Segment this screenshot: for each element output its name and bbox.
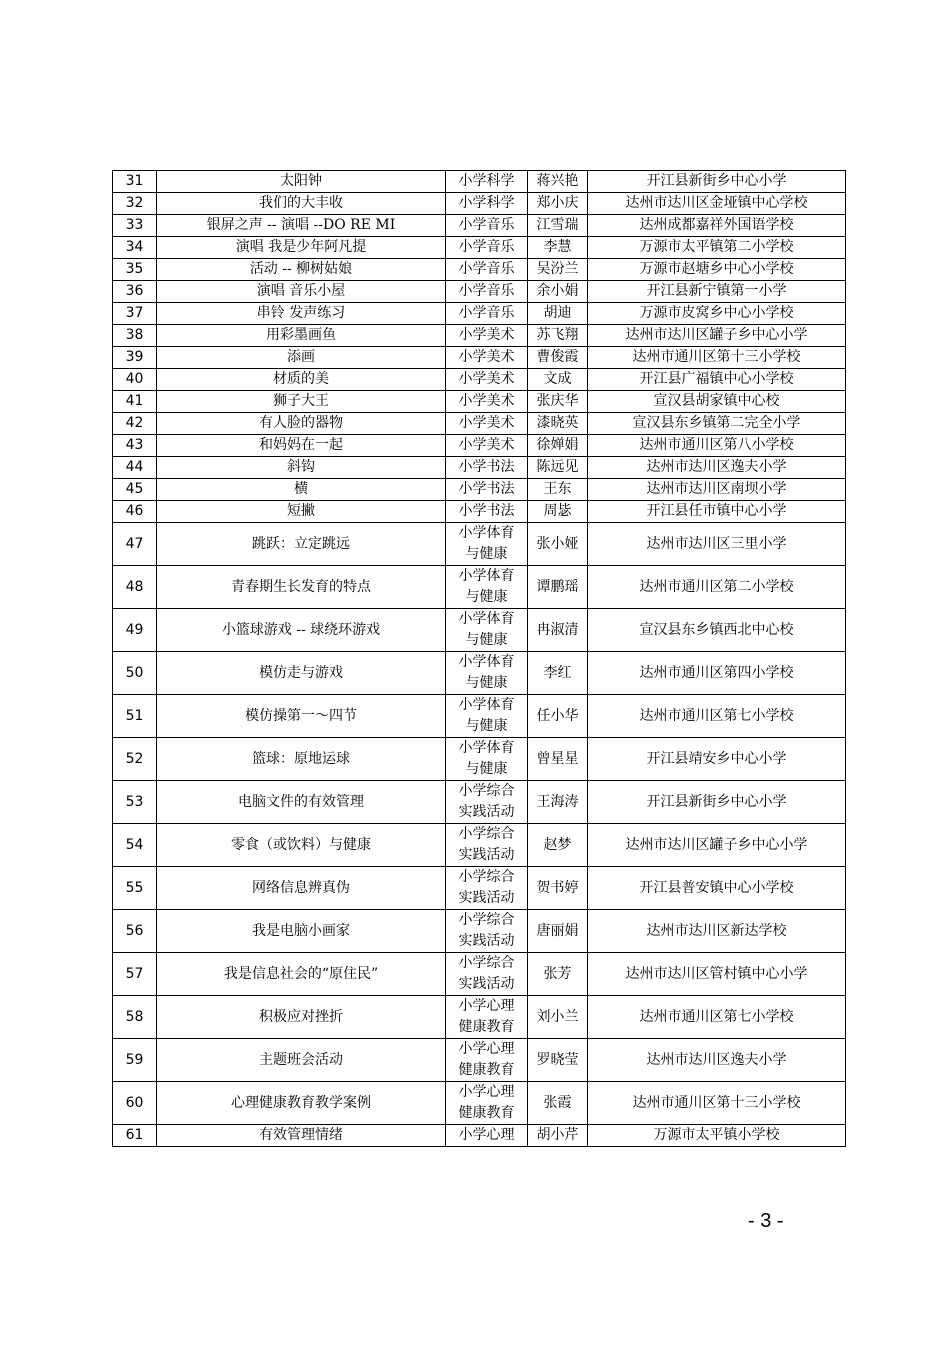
teacher-cell: 贺书婷 [528, 867, 588, 910]
subject-cell: 小学综合 实践活动 [446, 867, 528, 910]
row-number-cell: 61 [113, 1125, 157, 1147]
row-number-cell: 32 [113, 193, 157, 215]
subject-cell: 小学书法 [446, 479, 528, 501]
row-number-cell: 59 [113, 1039, 157, 1082]
lesson-title-cell: 小篮球游戏 -- 球绕环游戏 [157, 609, 446, 652]
teacher-cell: 余小娟 [528, 281, 588, 303]
lesson-title-cell: 横 [157, 479, 446, 501]
teacher-cell: 胡小芹 [528, 1125, 588, 1147]
school-cell: 万源市太平镇小学校 [588, 1125, 846, 1147]
subject-cell: 小学美术 [446, 391, 528, 413]
lesson-title-cell: 模仿走与游戏 [157, 652, 446, 695]
lesson-title-cell: 斜钩 [157, 457, 446, 479]
teacher-cell: 赵梦 [528, 824, 588, 867]
teacher-cell: 王海涛 [528, 781, 588, 824]
page-number: - 3 - [748, 1210, 784, 1232]
row-number-cell: 51 [113, 695, 157, 738]
school-cell: 达州市达川区南坝小学 [588, 479, 846, 501]
row-number-cell: 50 [113, 652, 157, 695]
table-row [113, 457, 846, 479]
school-cell: 达州市通川区第二小学校 [588, 566, 846, 609]
teacher-cell: 曾星星 [528, 738, 588, 781]
table-row [113, 867, 846, 910]
teacher-cell: 张庆华 [528, 391, 588, 413]
table-row [113, 325, 846, 347]
lesson-title-cell: 我们的大丰收 [157, 193, 446, 215]
table-row [113, 347, 846, 369]
teacher-cell: 陈远见 [528, 457, 588, 479]
subject-cell: 小学综合 实践活动 [446, 824, 528, 867]
school-cell: 达州市通川区第八小学校 [588, 435, 846, 457]
lesson-title-cell: 我是信息社会的“原住民” [157, 953, 446, 996]
teacher-cell: 张小娅 [528, 523, 588, 566]
teacher-cell: 王东 [528, 479, 588, 501]
subject-cell: 小学心理 健康教育 [446, 1039, 528, 1082]
teacher-cell: 郑小庆 [528, 193, 588, 215]
lesson-title-cell: 太阳钟 [157, 171, 446, 193]
table-row [113, 695, 846, 738]
school-cell: 宣汉县东乡镇西北中心校 [588, 609, 846, 652]
teacher-cell: 张芳 [528, 953, 588, 996]
teacher-cell: 李慧 [528, 237, 588, 259]
table-row [113, 391, 846, 413]
row-number-cell: 42 [113, 413, 157, 435]
school-cell: 开江县普安镇中心小学校 [588, 867, 846, 910]
school-cell: 开江县新宁镇第一小学 [588, 281, 846, 303]
row-number-cell: 37 [113, 303, 157, 325]
table-row [113, 824, 846, 867]
subject-cell: 小学书法 [446, 501, 528, 523]
school-cell: 万源市赵塘乡中心小学校 [588, 259, 846, 281]
school-cell: 开江县靖安乡中心小学 [588, 738, 846, 781]
school-cell: 达州市达川区罐子乡中心小学 [588, 325, 846, 347]
school-cell: 达州市达川区逸夫小学 [588, 457, 846, 479]
lesson-title-cell: 跳跃：立定跳远 [157, 523, 446, 566]
school-cell: 宣汉县东乡镇第二完全小学 [588, 413, 846, 435]
subject-cell: 小学音乐 [446, 237, 528, 259]
row-number-cell: 35 [113, 259, 157, 281]
table-row [113, 237, 846, 259]
school-cell: 达州市通川区第七小学校 [588, 695, 846, 738]
school-cell: 达州市达川区金垭镇中心学校 [588, 193, 846, 215]
row-number-cell: 44 [113, 457, 157, 479]
lesson-title-cell: 心理健康教育教学案例 [157, 1082, 446, 1125]
lesson-title-cell: 添画 [157, 347, 446, 369]
lesson-title-cell: 模仿操第一～四节 [157, 695, 446, 738]
school-cell: 达州市达川区罐子乡中心小学 [588, 824, 846, 867]
row-number-cell: 56 [113, 910, 157, 953]
teacher-cell: 李红 [528, 652, 588, 695]
table-row [113, 215, 846, 237]
row-number-cell: 34 [113, 237, 157, 259]
subject-cell: 小学音乐 [446, 303, 528, 325]
table-row [113, 781, 846, 824]
lesson-title-cell: 积极应对挫折 [157, 996, 446, 1039]
table-row [113, 953, 846, 996]
table-row [113, 259, 846, 281]
teacher-cell: 周毖 [528, 501, 588, 523]
row-number-cell: 58 [113, 996, 157, 1039]
table-row [113, 566, 846, 609]
school-cell: 开江县新街乡中心小学 [588, 781, 846, 824]
table-row [113, 413, 846, 435]
lesson-title-cell: 网络信息辨真伪 [157, 867, 446, 910]
subject-cell: 小学体育 与健康 [446, 652, 528, 695]
table-row [113, 1125, 846, 1147]
lesson-title-cell: 串铃 发声练习 [157, 303, 446, 325]
row-number-cell: 55 [113, 867, 157, 910]
lesson-title-cell: 零食（或饮料）与健康 [157, 824, 446, 867]
table-row [113, 1082, 846, 1125]
lesson-title-cell: 青春期生长发育的特点 [157, 566, 446, 609]
lesson-title-cell: 我是电脑小画家 [157, 910, 446, 953]
row-number-cell: 39 [113, 347, 157, 369]
teacher-cell: 蒋兴艳 [528, 171, 588, 193]
table-row [113, 369, 846, 391]
school-cell: 达州市达川区新达学校 [588, 910, 846, 953]
row-number-cell: 60 [113, 1082, 157, 1125]
teacher-cell: 冉淑清 [528, 609, 588, 652]
lesson-title-cell: 有效管理情绪 [157, 1125, 446, 1147]
table-row [113, 435, 846, 457]
lesson-title-cell: 篮球：原地运球 [157, 738, 446, 781]
row-number-cell: 46 [113, 501, 157, 523]
lesson-title-cell: 狮子大王 [157, 391, 446, 413]
table-row [113, 193, 846, 215]
teacher-cell: 任小华 [528, 695, 588, 738]
school-cell: 达州市通川区第七小学校 [588, 996, 846, 1039]
school-cell: 开江县广福镇中心小学校 [588, 369, 846, 391]
table-row [113, 171, 846, 193]
lesson-title-cell: 银屏之声 -- 演唱 --DO RE MI [157, 215, 446, 237]
row-number-cell: 31 [113, 171, 157, 193]
award-table-body [113, 171, 846, 1147]
teacher-cell: 谭鹏瑶 [528, 566, 588, 609]
subject-cell: 小学美术 [446, 347, 528, 369]
lesson-title-cell: 演唱 音乐小屋 [157, 281, 446, 303]
subject-cell: 小学美术 [446, 435, 528, 457]
school-cell: 达州市通川区第十三小学校 [588, 347, 846, 369]
subject-cell: 小学美术 [446, 413, 528, 435]
subject-cell: 小学体育 与健康 [446, 566, 528, 609]
table-row [113, 609, 846, 652]
lesson-title-cell: 用彩墨画鱼 [157, 325, 446, 347]
subject-cell: 小学心理 [446, 1125, 528, 1147]
subject-cell: 小学体育 与健康 [446, 523, 528, 566]
teacher-cell: 曹俊霞 [528, 347, 588, 369]
lesson-title-cell: 电脑文件的有效管理 [157, 781, 446, 824]
subject-cell: 小学音乐 [446, 259, 528, 281]
row-number-cell: 41 [113, 391, 157, 413]
school-cell: 开江县新街乡中心小学 [588, 171, 846, 193]
table-row [113, 910, 846, 953]
teacher-cell: 张霞 [528, 1082, 588, 1125]
school-cell: 达州市达川区三里小学 [588, 523, 846, 566]
subject-cell: 小学体育 与健康 [446, 695, 528, 738]
row-number-cell: 54 [113, 824, 157, 867]
teacher-cell: 漆晓英 [528, 413, 588, 435]
subject-cell: 小学音乐 [446, 215, 528, 237]
award-table [112, 170, 846, 1147]
subject-cell: 小学综合 实践活动 [446, 910, 528, 953]
table-row [113, 652, 846, 695]
teacher-cell: 唐丽娟 [528, 910, 588, 953]
row-number-cell: 33 [113, 215, 157, 237]
teacher-cell: 苏飞翔 [528, 325, 588, 347]
subject-cell: 小学体育 与健康 [446, 609, 528, 652]
table-row [113, 996, 846, 1039]
school-cell: 万源市皮窝乡中心小学校 [588, 303, 846, 325]
teacher-cell: 刘小兰 [528, 996, 588, 1039]
subject-cell: 小学美术 [446, 369, 528, 391]
subject-cell: 小学音乐 [446, 281, 528, 303]
school-cell: 万源市太平镇第二小学校 [588, 237, 846, 259]
subject-cell: 小学美术 [446, 325, 528, 347]
lesson-title-cell: 活动 -- 柳树姑娘 [157, 259, 446, 281]
subject-cell: 小学科学 [446, 171, 528, 193]
row-number-cell: 53 [113, 781, 157, 824]
teacher-cell: 胡迪 [528, 303, 588, 325]
row-number-cell: 52 [113, 738, 157, 781]
row-number-cell: 43 [113, 435, 157, 457]
school-cell: 开江县任市镇中心小学 [588, 501, 846, 523]
school-cell: 达州市达川区逸夫小学 [588, 1039, 846, 1082]
row-number-cell: 57 [113, 953, 157, 996]
school-cell: 达州市通川区第十三小学校 [588, 1082, 846, 1125]
teacher-cell: 文成 [528, 369, 588, 391]
table-row [113, 303, 846, 325]
school-cell: 达州成都嘉祥外国语学校 [588, 215, 846, 237]
subject-cell: 小学体育 与健康 [446, 738, 528, 781]
school-cell: 达州市达川区管村镇中心小学 [588, 953, 846, 996]
table-row [113, 523, 846, 566]
subject-cell: 小学书法 [446, 457, 528, 479]
table-row [113, 501, 846, 523]
lesson-title-cell: 短撇 [157, 501, 446, 523]
subject-cell: 小学心理 健康教育 [446, 996, 528, 1039]
lesson-title-cell: 主题班会活动 [157, 1039, 446, 1082]
subject-cell: 小学综合 实践活动 [446, 781, 528, 824]
lesson-title-cell: 有人脸的器物 [157, 413, 446, 435]
teacher-cell: 徐婵娟 [528, 435, 588, 457]
school-cell: 达州市通川区第四小学校 [588, 652, 846, 695]
row-number-cell: 40 [113, 369, 157, 391]
subject-cell: 小学综合 实践活动 [446, 953, 528, 996]
row-number-cell: 48 [113, 566, 157, 609]
row-number-cell: 49 [113, 609, 157, 652]
teacher-cell: 吴汾兰 [528, 259, 588, 281]
lesson-title-cell: 和妈妈在一起 [157, 435, 446, 457]
row-number-cell: 36 [113, 281, 157, 303]
subject-cell: 小学科学 [446, 193, 528, 215]
subject-cell: 小学心理 健康教育 [446, 1082, 528, 1125]
table-row [113, 479, 846, 501]
table-row [113, 1039, 846, 1082]
row-number-cell: 47 [113, 523, 157, 566]
table-row [113, 738, 846, 781]
lesson-title-cell: 演唱 我是少年阿凡提 [157, 237, 446, 259]
row-number-cell: 45 [113, 479, 157, 501]
row-number-cell: 38 [113, 325, 157, 347]
teacher-cell: 江雪瑞 [528, 215, 588, 237]
teacher-cell: 罗晓莹 [528, 1039, 588, 1082]
lesson-title-cell: 材质的美 [157, 369, 446, 391]
school-cell: 宣汉县胡家镇中心校 [588, 391, 846, 413]
table-row [113, 281, 846, 303]
